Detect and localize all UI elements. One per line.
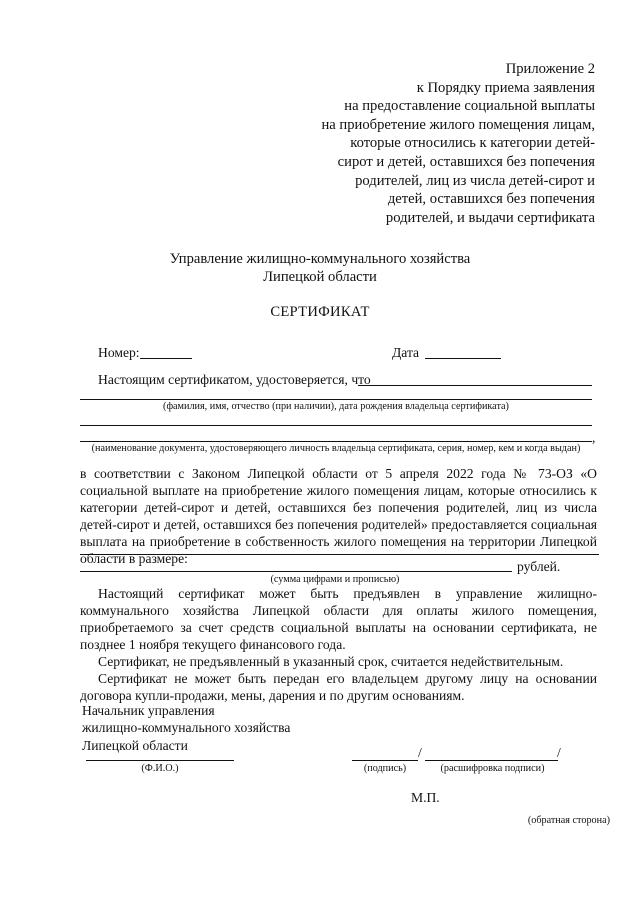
body-paragraphs [80,585,597,704]
appendix-line: Приложение 2 [505,61,595,77]
comma: , [592,430,596,445]
caption-signature: (подпись) [363,763,407,774]
paragraph-present: Настоящий сертификат может быть предъявлен в управление жилищно-коммунального хозяйства Липецкой области для оплаты жилого помещения, приобретаемого за счет средств социальной выплаты на основании сертификата, не позднее 1 ноября текущего финансового года. [80,586,597,652]
law-paragraph-text: в соответствии с Законом Липецкой области от 5 апреля 2022 года № 73-ОЗ «О социальной выплате на приобретение жилого помещения лицам, которые относились к категории детей-сирот и детей, оставшихся без попечения родителей, лиц из числа детей-сирот и детей, оставшихся без попечения родителей» предоставляется социальная выплата на приобретение в собственность жилого помещения на территории Липецкой области в размере: [80,466,597,566]
signatory-block [82,702,290,754]
paragraph-underline [80,554,599,555]
appendix-block [265,60,595,227]
slash: / [418,745,422,760]
appendix-line: детей, оставшихся без попечения [387,191,595,208]
rubles-label: рублей. [517,559,561,574]
caption-fio-short: (Ф.И.О.) [141,763,179,774]
appendix-line: на предоставление социальной выплаты [344,98,595,115]
caption-document: (наименование документа, удостоверяющего личность владельца сертификата, серия, номер, кем и когда выдан) [91,443,581,454]
document-blank-line[interactable] [80,425,592,426]
sum-blank[interactable] [80,571,512,572]
appendix-line: на приобретение жилого помещения лицам, [321,116,595,133]
date-blank[interactable] [425,358,501,359]
law-paragraph [80,465,597,567]
holder-blank-line[interactable] [80,399,592,400]
signature-blank[interactable] [352,760,418,761]
certify-text: Настоящим сертификатом, удостоверяется, что [98,372,371,387]
stamp-label: М.П. [411,790,440,805]
organization-name [0,250,640,286]
number-label: Номер: [98,345,140,360]
holder-blank[interactable] [358,385,592,386]
reverse-side-note: (обратная сторона) [527,815,610,826]
caption-fio: (фамилия, имя, отчество (при наличии), дата рождения владельца сертификата) [163,401,509,412]
document-title: СЕРТИФИКАТ [270,304,370,320]
signatory-line: жилищно-коммунального хозяйства [82,720,291,736]
appendix-line: родителей, и выдачи сертификата [385,209,595,226]
document-blank-line[interactable] [80,441,592,442]
organization-line: Управление жилищно-коммунального хозяйства [169,251,471,267]
paragraph-invalid: Сертификат, не предъявленный в указанный срок, считается недействительным. [98,654,564,669]
organization-line: Липецкой области [263,269,377,285]
appendix-line: к Порядку приема заявления [416,79,595,96]
appendix-line: родителей, лиц из числа детей-сирот и [355,172,595,189]
appendix-line: которые относились к категории детей- [350,135,595,152]
date-label: Дата [392,345,420,360]
signatory-line: Начальник управления [82,703,215,718]
decoding-blank[interactable] [425,760,558,761]
appendix-line: сирот и детей, оставшихся без попечения [337,153,595,170]
caption-decoding: (расшифровка подписи) [440,763,545,774]
slash: / [557,745,561,760]
number-blank[interactable] [140,358,192,359]
fio-blank[interactable] [86,760,234,761]
caption-sum: (сумма цифрами и прописью) [270,574,400,585]
signatory-line: Липецкой области [82,737,188,753]
paragraph-transfer: Сертификат не может быть передан его владельцем другому лицу на основании договора купли-продажи, мены, дарения и по другим основаниям. [80,671,597,703]
